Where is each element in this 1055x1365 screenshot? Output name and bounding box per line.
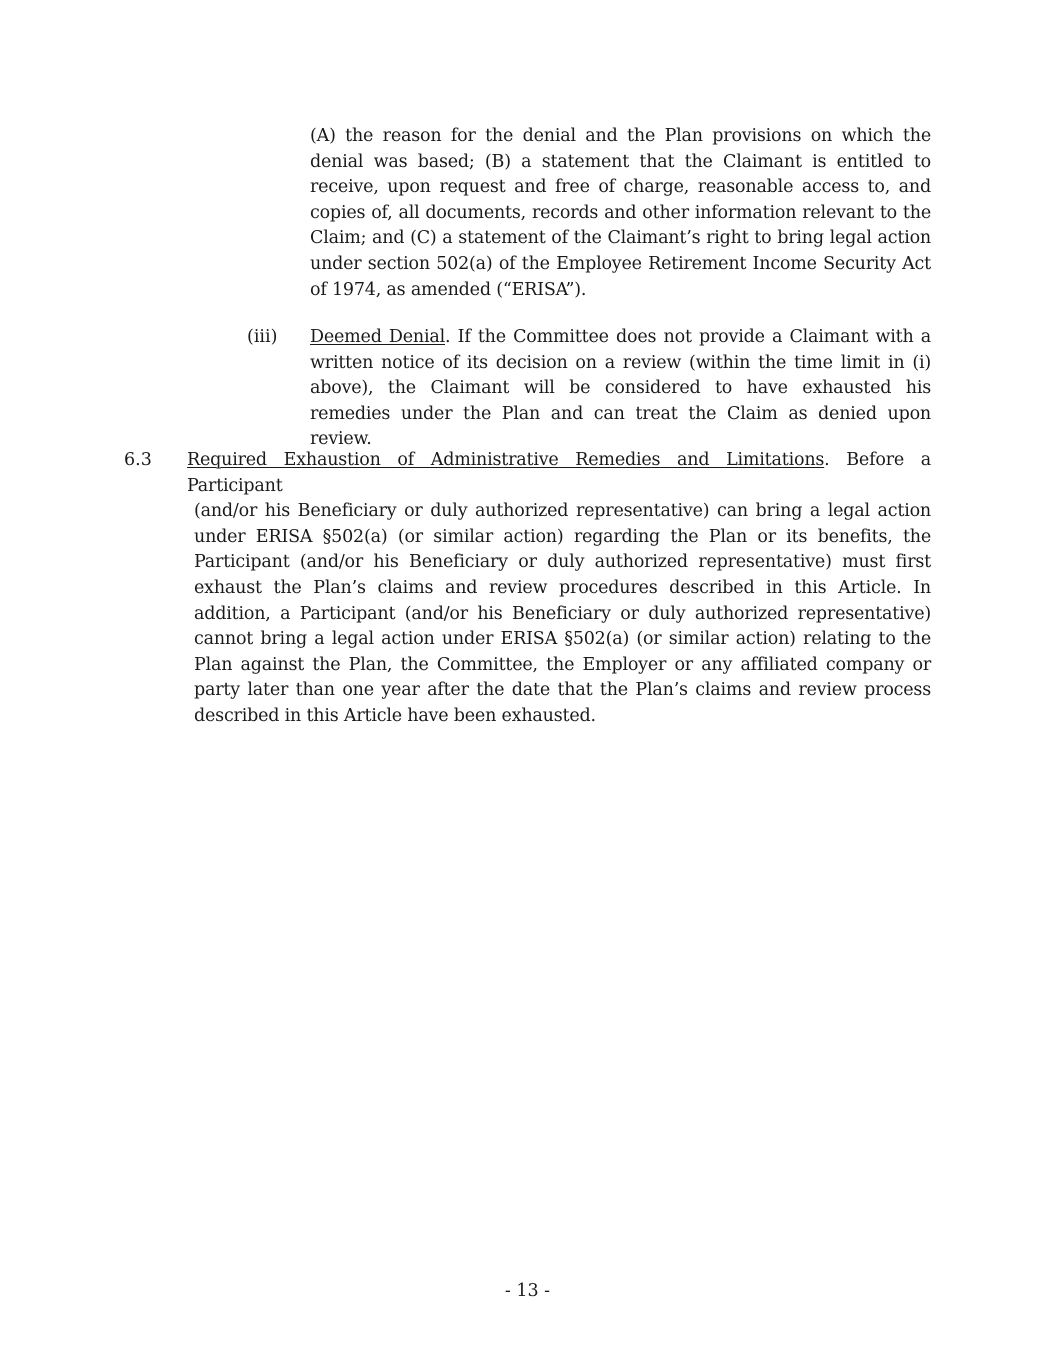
section-6-3-paragraph bbox=[187, 448, 931, 730]
section-6-3-heading: Required Exhaustion of Administrative Remedies and Limitations bbox=[187, 450, 825, 470]
section-6-3-first-line-tail: . Before a Participant bbox=[187, 450, 931, 496]
page-number: - 13 - bbox=[504, 1281, 551, 1301]
item-iii-heading: Deemed Denial bbox=[310, 327, 446, 347]
section-6-3-body: (and/or his Beneficiary or duly authorized representative) can bring a legal action under ERISA §502(a) (or similar action) regarding the Plan or its benefits, the Participant (and/or his Beneficiary or duly authorized representative) must first exhaust the Plan’s claims and review procedures described in this Article. In addition, a Participant (and/or his Beneficiary or duly authorized representative) cannot bring a legal action under ERISA §502(a) (or similar action) relating to the Plan against the Plan, the Committee, the Employer or any affiliated company or party later than one year after the date that the Plan’s claims and review process described in this Article have been exhausted. bbox=[194, 501, 931, 726]
continuation-paragraph: (A) the reason for the denial and the Plan provisions on which the denial was based; (B) a statement that the Claimant is entitled to receive, upon request and free of charge, reasonable access to, and copies of, all documents, records and other information relevant to the Claim; and (C) a statement of the Claimant’s right to bring legal action under section 502(a) of the Employee Retirement Income Security Act of 1974, as amended (“ERISA”). bbox=[310, 126, 931, 300]
item-iii-paragraph bbox=[310, 325, 931, 453]
section-6-3-first-line bbox=[187, 448, 931, 499]
section-6-3-number: 6.3 bbox=[124, 450, 152, 470]
item-iii-body: . If the Committee does not provide a Claimant with a written notice of its decision on a review (within the time limit in (i) above), the Claimant will be considered to have exhausted his remedies under the Plan and can treat the Claim as denied upon review. bbox=[310, 327, 931, 450]
item-iii-number: (iii) bbox=[247, 327, 278, 347]
